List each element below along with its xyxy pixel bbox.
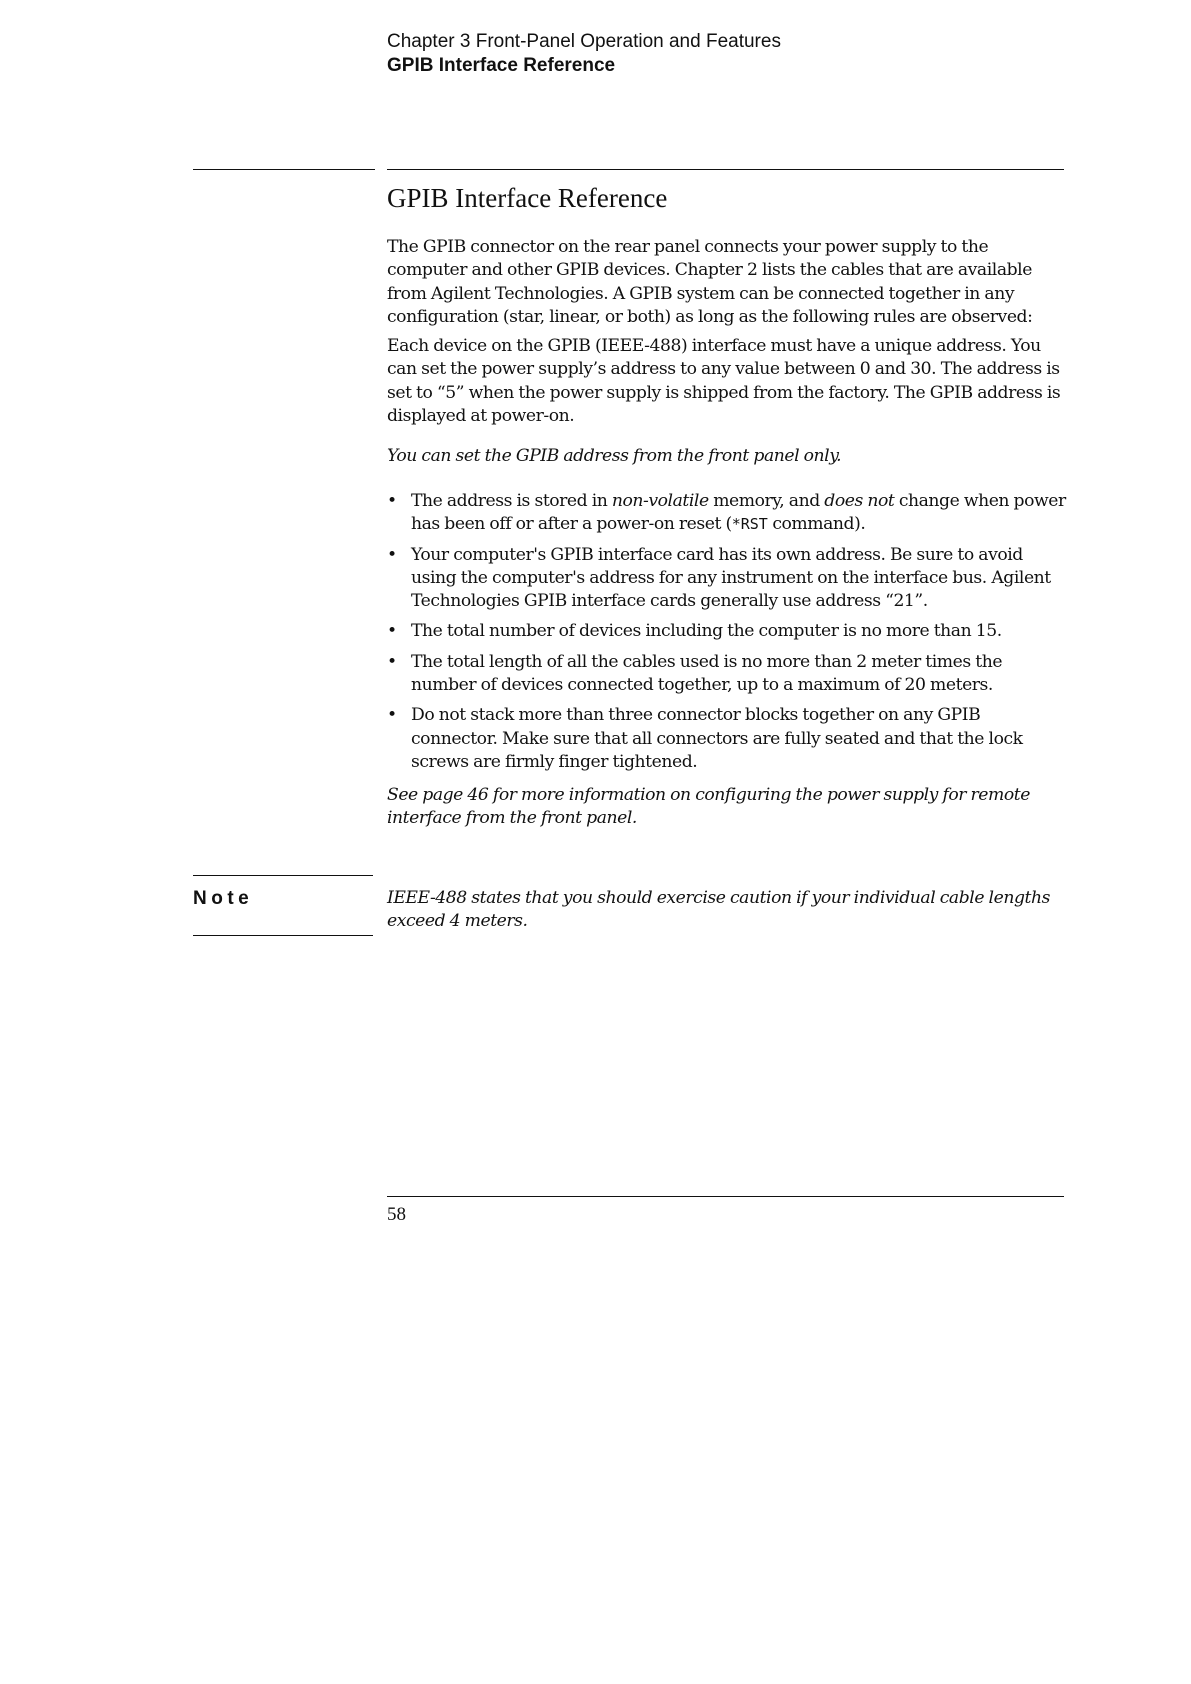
address-paragraph: Each device on the GPIB (IEEE-488) interface must have a unique address. You can set the power supply’s address to any value between 0 and 30. The address is set to “5” when the power supply is shipped from the factory. The GPIB address is displayed at power-on.	[387, 336, 1061, 426]
address-block	[387, 335, 1067, 428]
front-panel-only-text: You can set the GPIB address from the front panel only.	[387, 446, 842, 466]
running-header-chapter: Chapter 3 Front-Panel Operation and Features	[387, 31, 781, 52]
running-header	[387, 30, 781, 78]
list-item	[387, 704, 1067, 774]
front-panel-block	[387, 445, 1067, 468]
intro-block	[387, 236, 1067, 329]
see-page-text: See page 46 for more information on configuring the power supply for remote interface from the front panel.	[387, 785, 1030, 829]
rules-block	[387, 490, 1067, 781]
note-text: IEEE-488 states that you should exercise caution if your individual cable lengths exceed 4 meters.	[387, 888, 1050, 932]
intro-paragraph: The GPIB connector on the rear panel connects your power supply to the computer and other GPIB devices. Chapter 2 lists the cables that are available from Agilent Technologies. A GPIB system can be connected together in any configuration (star, linear, or both) as long as the following rules are observed:	[387, 237, 1033, 327]
list-item	[387, 544, 1067, 614]
note-label: Note	[193, 888, 254, 909]
footer-rule	[387, 1196, 1064, 1197]
running-header-section: GPIB Interface Reference	[387, 55, 616, 76]
see-page-block	[387, 784, 1067, 831]
section-rule	[387, 169, 1064, 170]
bullet-icon: •	[387, 705, 397, 726]
bullet-icon: •	[387, 544, 397, 565]
list-item-text: Do not stack more than three connector blocks together on any GPIB connector. Make sure that all connectors are fully seated and that the lock screws are firmly finger tightened.	[411, 705, 1023, 772]
note-top-rule	[193, 875, 373, 876]
page-number: 58	[387, 1204, 406, 1225]
list-item-text: The total number of devices including the computer is no more than 15.	[411, 621, 1002, 642]
note-block	[387, 887, 1067, 934]
bullet-icon: •	[387, 621, 397, 642]
bullet-icon: •	[387, 651, 397, 672]
bullet-icon: •	[387, 491, 397, 511]
rules-list	[387, 490, 1067, 774]
rst-command: *RST	[731, 515, 768, 534]
list-item	[387, 620, 1067, 643]
list-item	[387, 651, 1067, 698]
list-item-text: The total length of all the cables used is no more than 2 meter times the number of devices connected together, up to a maximum of 20 meters.	[411, 651, 1003, 696]
list-item	[387, 490, 1067, 537]
list-item-text: Your computer's GPIB interface card has its own address. Be sure to avoid using the computer's address for any instrument on the interface bus. Agilent Technologies GPIB interface cards generally use address “21”.	[411, 544, 1051, 612]
section-title: GPIB Interface Reference	[387, 183, 668, 213]
list-item-text: The address is stored in non-volatile memory, and does not change when power has been off or after a power-on reset (*RST command).	[411, 491, 1066, 535]
margin-rule	[193, 169, 375, 170]
note-bottom-rule	[193, 935, 373, 936]
